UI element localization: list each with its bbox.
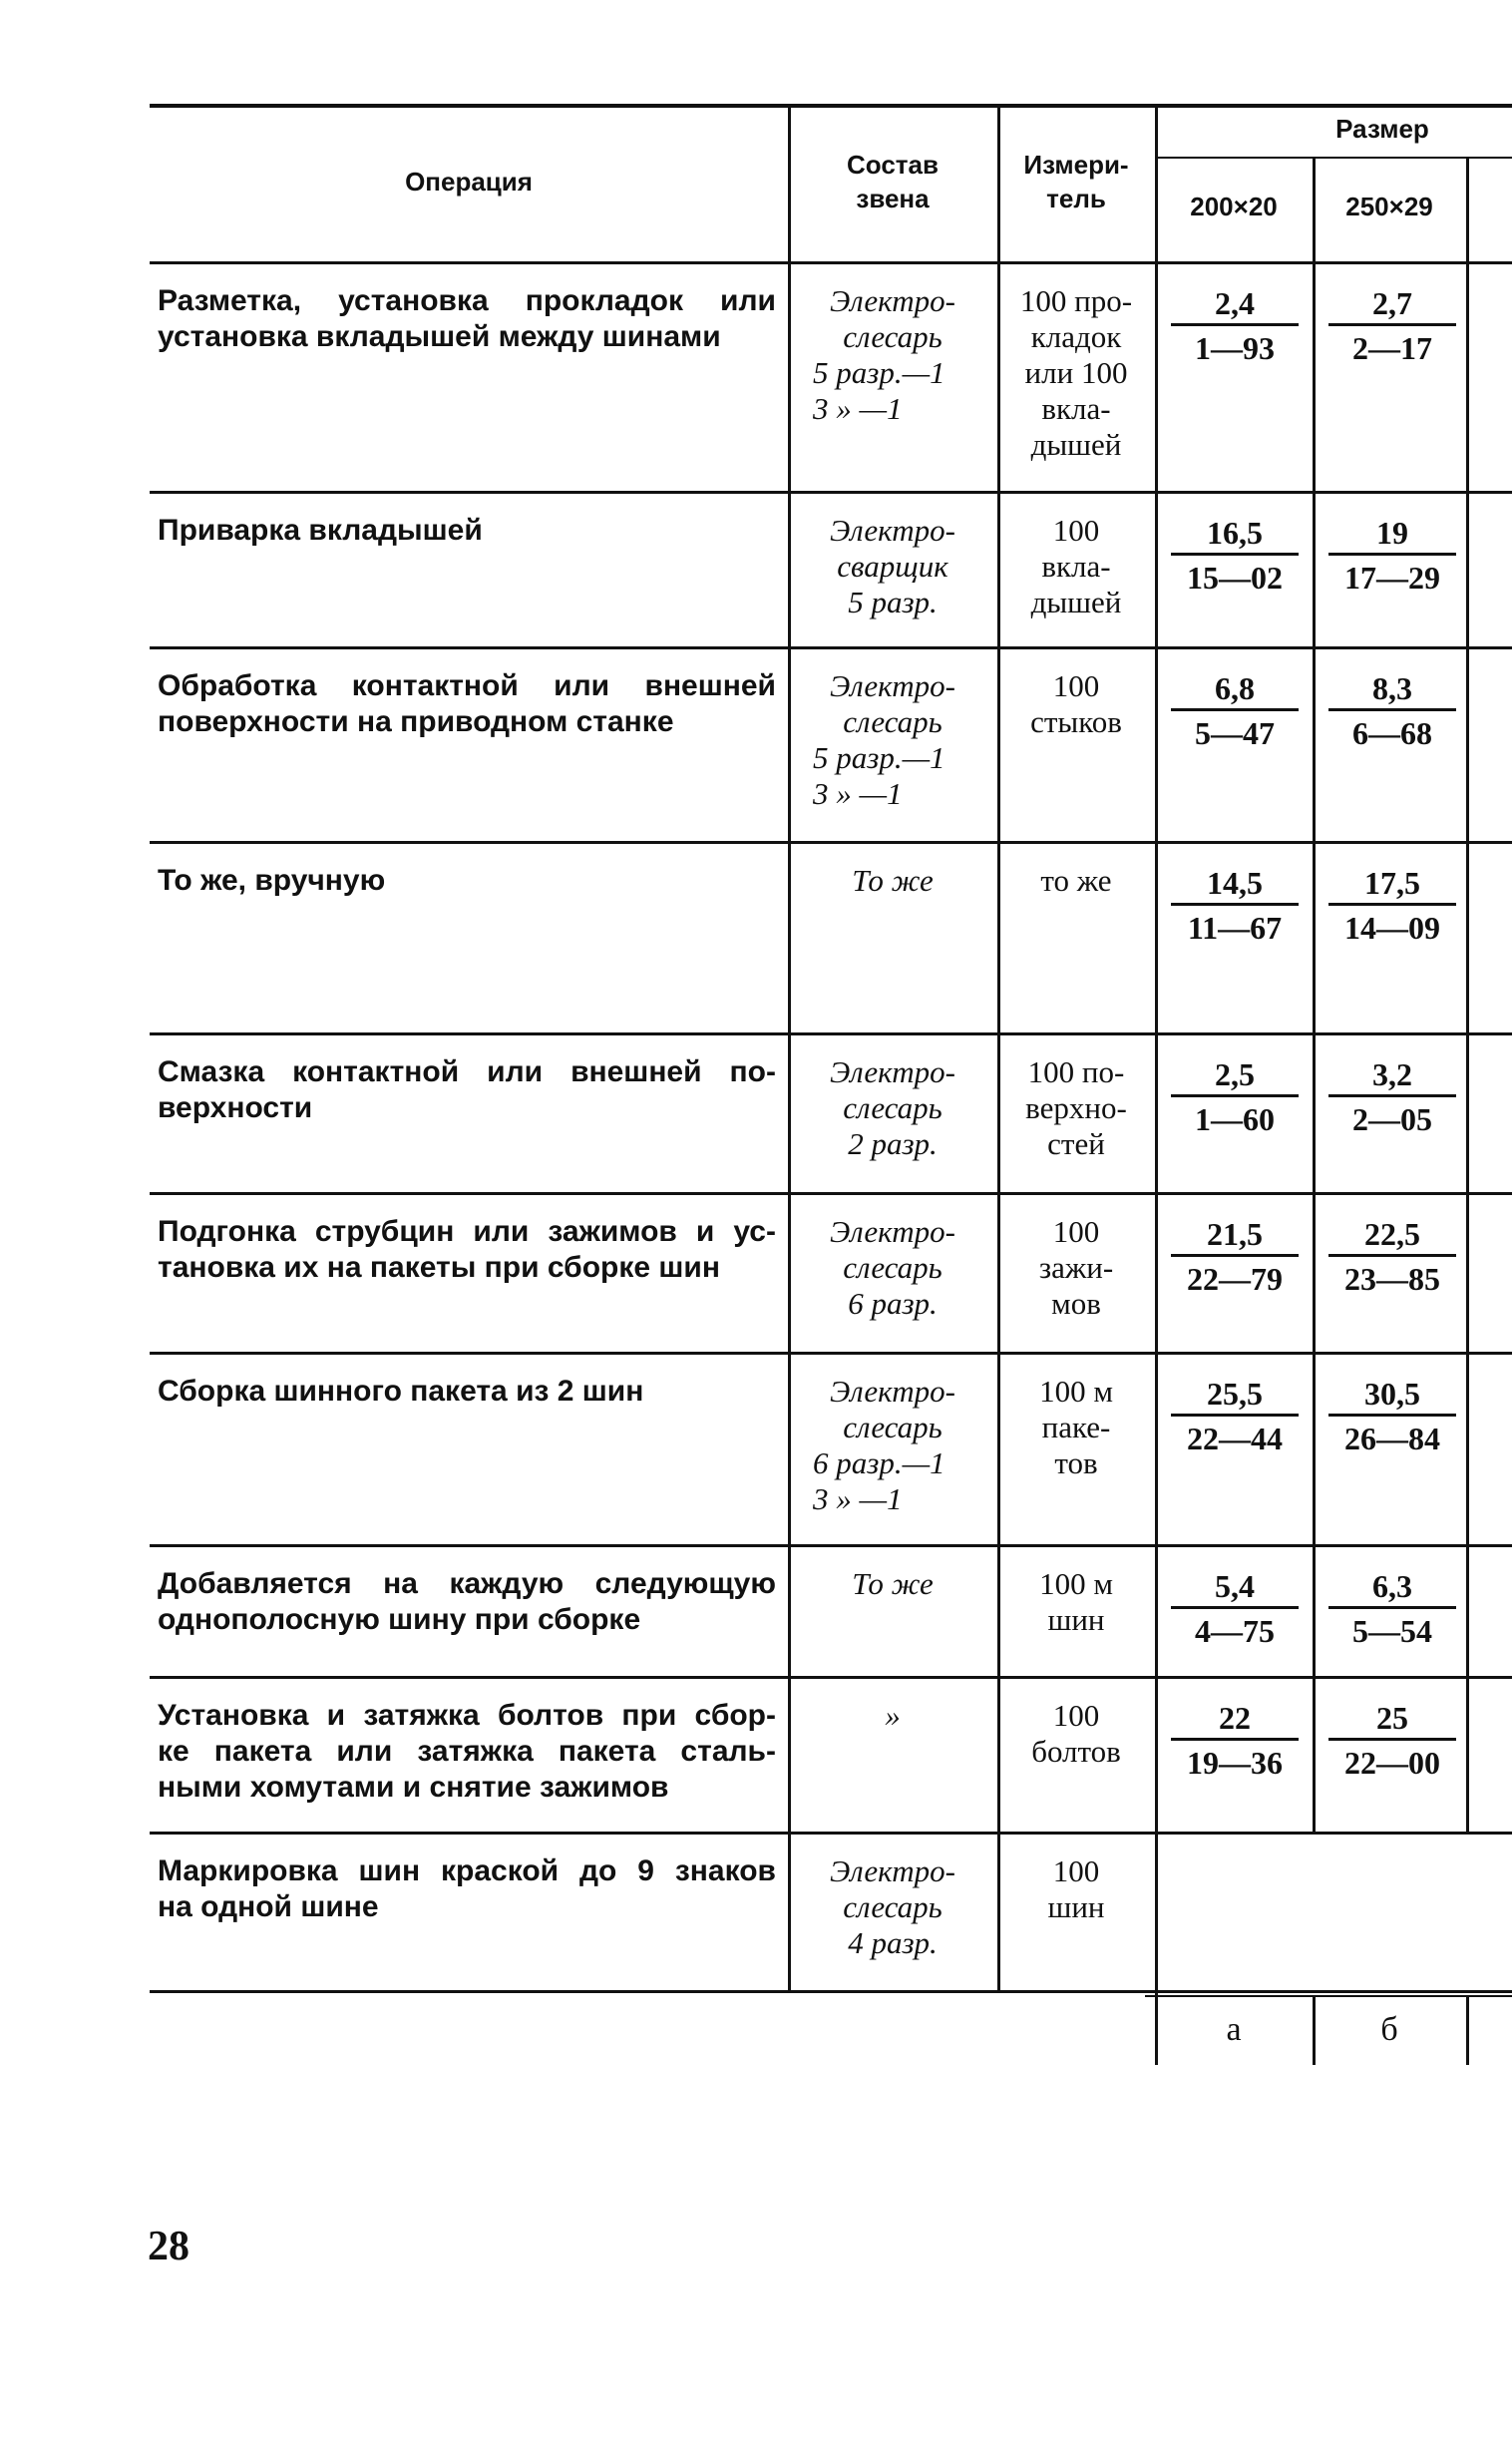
table-bottom-rule [150,1990,1512,1993]
crew-text: » [885,1698,901,1733]
crew-text: Электро- [830,1214,955,1249]
price-value: 4—75 [1195,1613,1275,1649]
page-number: 28 [148,2224,189,2269]
norm-time: 2,4 [1215,285,1255,321]
unit-text: 100 про- [1019,283,1133,318]
norm-value [1155,285,1315,366]
norm-time: 19 [1376,515,1408,551]
operation-text: Смазка контактной или внешней по- [158,1055,776,1088]
price-value: 17—29 [1344,560,1440,596]
fraction-bar [1328,1094,1456,1097]
unit-text: стей [1047,1126,1105,1161]
norm-value [1313,285,1472,366]
fraction-bar [1171,553,1299,556]
norm-time: 5,4 [1215,1568,1255,1604]
norm-value [1155,1216,1315,1297]
price-value: 2—05 [1352,1101,1432,1137]
fraction-bar [1328,553,1456,556]
unit-text: 100 [1052,668,1100,703]
crew-text: Электро- [830,1054,955,1089]
crew-text: слесарь [843,704,943,739]
column-label-a: а [1226,2011,1242,2048]
fraction-bar [1328,1738,1456,1741]
operation-text: То же, вручную [158,864,386,897]
price-value: 11—67 [1187,910,1283,946]
norm-time: 21,5 [1207,1216,1263,1252]
fraction-bar [1171,323,1299,326]
unit-text: или 100 [1024,355,1128,390]
crew-text: слесарь [843,1090,943,1125]
crew-text: 3 » —1 [813,391,903,426]
operation-text: Приварка вкладышей [158,514,483,547]
price-value: 23—85 [1344,1261,1440,1297]
operation-text: Подгонка струбцин или зажимов и ус- [158,1215,776,1248]
footer-rule [1145,1995,1512,1997]
unit-text: 100 [1052,513,1100,548]
crew-text: 6 разр.—1 [813,1445,945,1480]
crew-text: слесарь [843,1410,943,1444]
unit-text: зажи- [1038,1250,1114,1285]
crew-text: сварщик [837,549,948,584]
norm-value [1155,670,1315,751]
price-value: 6—68 [1352,715,1432,751]
operation-text: Сборка шинного пакета из 2 шин [158,1375,644,1408]
unit-text: 100 [1052,1698,1100,1733]
row-rule [150,1676,1512,1679]
unit-text: 100 м [1039,1374,1113,1409]
fraction-bar [1328,323,1456,326]
operation-text: Разметка, установка прокладок или [158,284,776,317]
header-crew-line: Состав [847,150,939,180]
norm-value [1313,1700,1472,1781]
fraction-bar [1171,903,1299,906]
header-unit-line: Измери- [1023,150,1129,180]
crew-text: Электро- [830,513,955,548]
norm-time: 17,5 [1364,865,1420,901]
crew-text: слесарь [843,1250,943,1285]
crew-text: 2 разр. [848,1126,938,1161]
norm-time: 6,3 [1372,1568,1412,1604]
crew-text: 5 разр.—1 [813,740,945,775]
fraction-bar [1328,1606,1456,1609]
operation-text: поверхности на приводном станке [158,705,674,738]
unit-text: кладок [1030,319,1122,354]
row-rule [150,1192,1512,1195]
row-rule [150,841,1512,844]
price-value: 5—54 [1352,1613,1432,1649]
header-size-a: 200×20 [1190,192,1278,221]
column-rule [997,104,1000,1990]
unit-text: дышей [1030,585,1122,619]
crew-text: Электро- [830,283,955,318]
fraction-bar [1171,708,1299,711]
price-value: 14—09 [1344,910,1440,946]
price-value: 19—36 [1187,1745,1283,1781]
unit-text: дышей [1030,427,1122,462]
norm-value [1155,515,1315,596]
header-top-rule [150,104,1512,108]
price-value: 22—44 [1187,1421,1283,1456]
crew-text: 3 » —1 [813,776,903,811]
norm-time: 22 [1219,1700,1251,1736]
unit-text: 100 по- [1027,1054,1125,1089]
header-size-group: Размер [1335,114,1429,144]
unit-text: шин [1047,1889,1105,1924]
price-value: 2—17 [1352,330,1432,366]
operation-text: ке пакета или затяжка пакета сталь- [158,1735,776,1768]
header-size-b: 250×29 [1345,192,1433,221]
norm-value [1155,1056,1315,1137]
norm-time: 25,5 [1207,1376,1263,1412]
unit-text: 100 [1052,1214,1100,1249]
fraction-bar [1171,1254,1299,1257]
price-value: 26—84 [1344,1421,1440,1456]
norm-value [1313,515,1472,596]
norm-time: 6,8 [1215,670,1255,706]
operation-text: установка вкладышей между шинами [158,320,721,353]
norm-time: 3,2 [1372,1056,1412,1092]
unit-text: шин [1047,1602,1105,1637]
norm-value [1313,1376,1472,1456]
crew-text: Электро- [830,1374,955,1409]
unit-text: мов [1051,1286,1101,1321]
unit-text: стыков [1030,704,1122,739]
row-rule [150,646,1512,649]
fraction-bar [1171,1738,1299,1741]
unit-text: тов [1054,1445,1098,1480]
row-rule [150,491,1512,494]
norm-value [1313,865,1472,946]
price-value: 1—60 [1195,1101,1275,1137]
crew-text: слесарь [843,319,943,354]
norm-value [1155,865,1315,946]
header-bottom-rule [150,261,1512,264]
crew-text: То же [852,863,934,898]
norm-time: 22,5 [1364,1216,1420,1252]
price-value: 15—02 [1187,560,1283,596]
fraction-bar [1328,903,1456,906]
norm-time: 30,5 [1364,1376,1420,1412]
row-rule [150,1352,1512,1355]
norm-time: 14,5 [1207,865,1263,901]
crew-text: Электро- [830,668,955,703]
norm-time: 16,5 [1207,515,1263,551]
unit-text: то же [1040,863,1112,898]
operation-text: тановка их на пакеты при сборке шин [158,1251,720,1284]
fraction-bar [1171,1606,1299,1609]
norm-value [1155,1376,1315,1456]
price-value: 5—47 [1195,715,1275,751]
crew-text: То же [852,1566,934,1601]
operation-text: верхности [158,1091,313,1124]
unit-text: вкла- [1041,391,1111,426]
unit-text: верхно- [1025,1090,1127,1125]
header-operation: Операция [405,167,533,197]
crew-text: 4 разр. [848,1925,938,1960]
unit-text: паке- [1041,1410,1111,1444]
fraction-bar [1328,1414,1456,1417]
size-subheader-rule [1155,157,1512,159]
row-rule [150,1032,1512,1035]
fraction-bar [1171,1094,1299,1097]
fraction-bar [1171,1414,1299,1417]
operation-text: однополосную шину при сборке [158,1603,641,1636]
norm-value [1313,670,1472,751]
crew-text: 5 разр. [848,585,938,619]
fraction-bar [1328,1254,1456,1257]
crew-text: слесарь [843,1889,943,1924]
norm-value [1155,1700,1315,1781]
norm-value [1313,1216,1472,1297]
crew-text: 3 » —1 [813,1481,903,1516]
operation-text: ными хомутами и снятие зажимов [158,1771,669,1804]
norm-time: 8,3 [1372,670,1412,706]
unit-text: болтов [1031,1734,1121,1769]
operation-text: Обработка контактной или внешней [158,669,776,702]
norm-time: 25 [1376,1700,1408,1736]
crew-text: 5 разр.—1 [813,355,945,390]
column-label-b: б [1380,2011,1398,2048]
price-value: 22—00 [1344,1745,1440,1781]
price-value: 1—93 [1195,330,1275,366]
column-rule [788,104,791,1990]
header-unit-line: тель [1046,184,1106,213]
crew-text: Электро- [830,1853,955,1888]
norm-time: 2,7 [1372,285,1412,321]
operation-text: Добавляется на каждую следующую [158,1567,776,1600]
row-rule [150,1832,1512,1835]
operation-text: Установка и затяжка болтов при сбор- [158,1699,776,1732]
unit-text: 100 [1052,1853,1100,1888]
fraction-bar [1328,708,1456,711]
price-value: 22—79 [1187,1261,1283,1297]
operation-text: на одной шине [158,1890,379,1923]
unit-text: вкла- [1041,549,1111,584]
column-rule [1466,1995,1469,2065]
norm-value [1155,1568,1315,1649]
header-crew-line: звена [856,184,930,213]
crew-text: 6 разр. [848,1286,938,1321]
norm-time: 2,5 [1215,1056,1255,1092]
norm-value [1313,1056,1472,1137]
norm-value [1313,1568,1472,1649]
row-rule [150,1544,1512,1547]
unit-text: 100 м [1039,1566,1113,1601]
operation-text: Маркировка шин краской до 9 знаков [158,1854,776,1887]
